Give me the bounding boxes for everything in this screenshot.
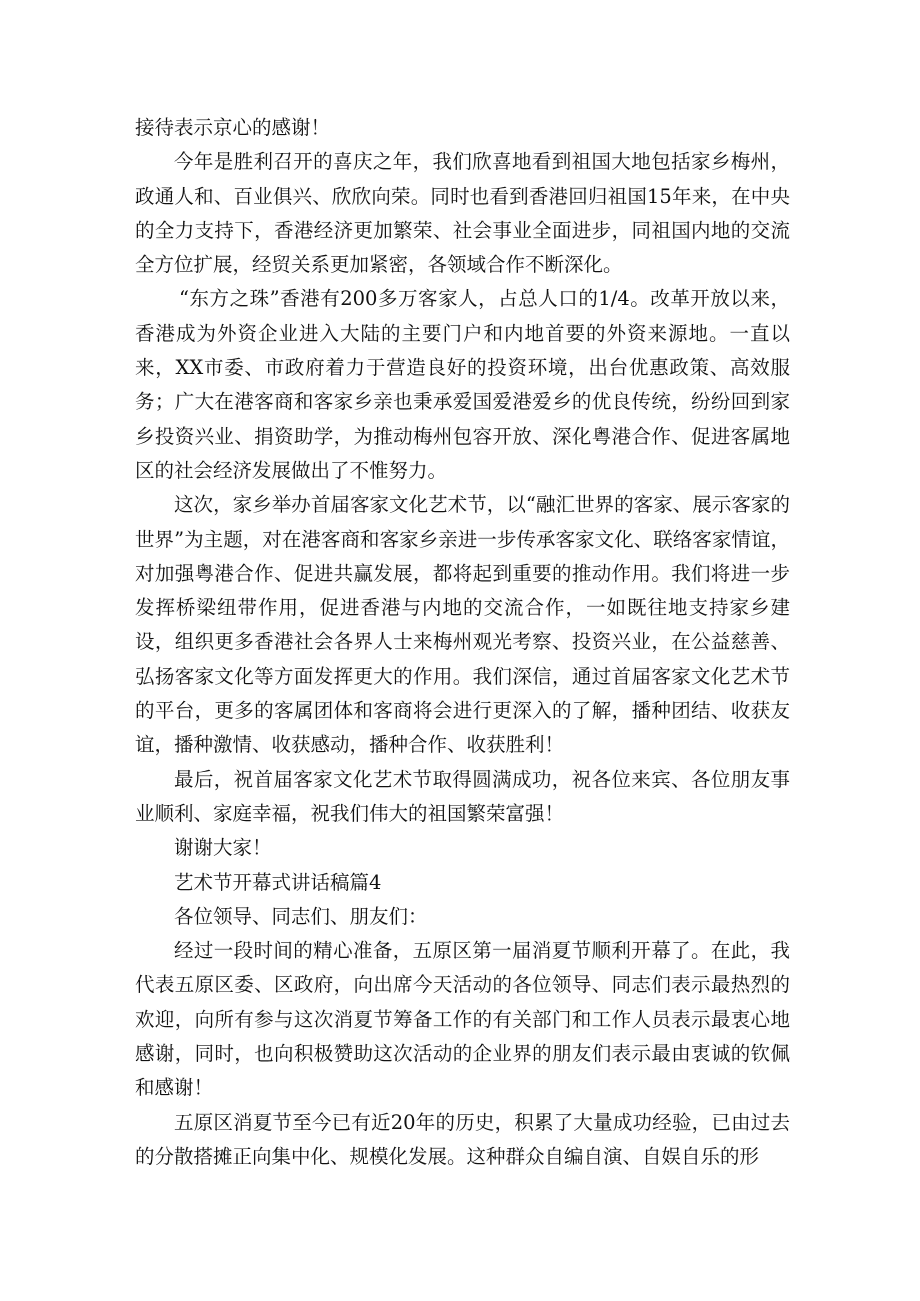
paragraph-festival-history: 五原区消夏节至今已有近20年的历史，积累了大量成功经验，已由过去的分散搭摊正向集中化、规模化发展。这种群众自编自演、自娱自乐的形 (135, 1110, 790, 1168)
section-heading-speech-4: 艺术节开幕式讲话稿篇4 (174, 870, 382, 894)
paragraph-thanks-continuation: 接待表示京心的感谢！ (135, 116, 331, 139)
paragraph-thank-you: 谢谢大家！ (174, 836, 272, 860)
paragraph-hakka-festival: 这次，家乡举办首届客家文化艺术节，以“融汇世界的客家、展示客家的世界”为主题，对在港客商和客家乡亲进一步传承客家文化、联络客家情谊，对加强粤港合作、促进共赢发展，都将起到重要的推动作用。我们将进一步发挥桥梁纽带作用，促进香港与内地的交流合作，一如既往地支持家乡建设，组织更多香港社会各界人士来梅州观光考察、投资兴业，在公益慈善、弘扬客家文化等方面发挥更大的作用。我们深信，通过首届客家文化艺术节的平台，更多的客属团体和客商将会进行更深入的了解，播种团结、收获友谊，播种激情、收获感动，播种合作、收获胜利！ (135, 493, 790, 757)
paragraph-opening-remarks: 经过一段时间的精心准备，五原区第一届消夏节顺利开幕了。在此，我代表五原区委、区政府，向出席今天活动的各位领导、同志们表示最热烈的欢迎，向所有参与这次消夏节筹备工作的有关部门和工作人员表示最衷心地感谢，同时，也向积极赞助这次活动的企业界的朋友们表示最由衷诚的钦佩和感谢！ (135, 939, 790, 1100)
paragraph-salutation: 各位领导、同志们、朋友们： (174, 904, 428, 928)
paragraph-pearl-of-orient: “东方之珠”香港有200多万客家人，占总人口的1/4。改革开放以来，香港成为外资企业进入大陆的主要门户和内地首要的外资来源地。一直以来，XX市委、市政府着力于营造良好的投资环境，出台优惠政策、高效服务；广大在港客商和客家乡亲也秉承爱国爱港爱乡的优良传统，纷纷回到家乡投资兴业、捐资助学，为推动梅州包容开放、深化粤港合作、促进客属地区的社会经济发展做出了不惟努力。 (135, 287, 790, 482)
document-body (135, 111, 790, 1174)
paragraph-closing-wishes: 最后，祝首届客家文化艺术节取得圆满成功，祝各位来宾、各位朋友事业顺利、家庭幸福，祝我们伟大的祖国繁荣富强！ (135, 767, 790, 825)
paragraph-celebration-year: 今年是胜利召开的喜庆之年，我们欣喜地看到祖国大地包括家乡梅州，政通人和、百业俱兴、欣欣向荣。同时也看到香港回归祖国15年来，在中央的全力支持下，香港经济更加繁荣、社会事业全面进步，同祖国内地的交流全方位扩展，经贸关系更加紧密，各领域合作不断深化。 (135, 150, 790, 277)
